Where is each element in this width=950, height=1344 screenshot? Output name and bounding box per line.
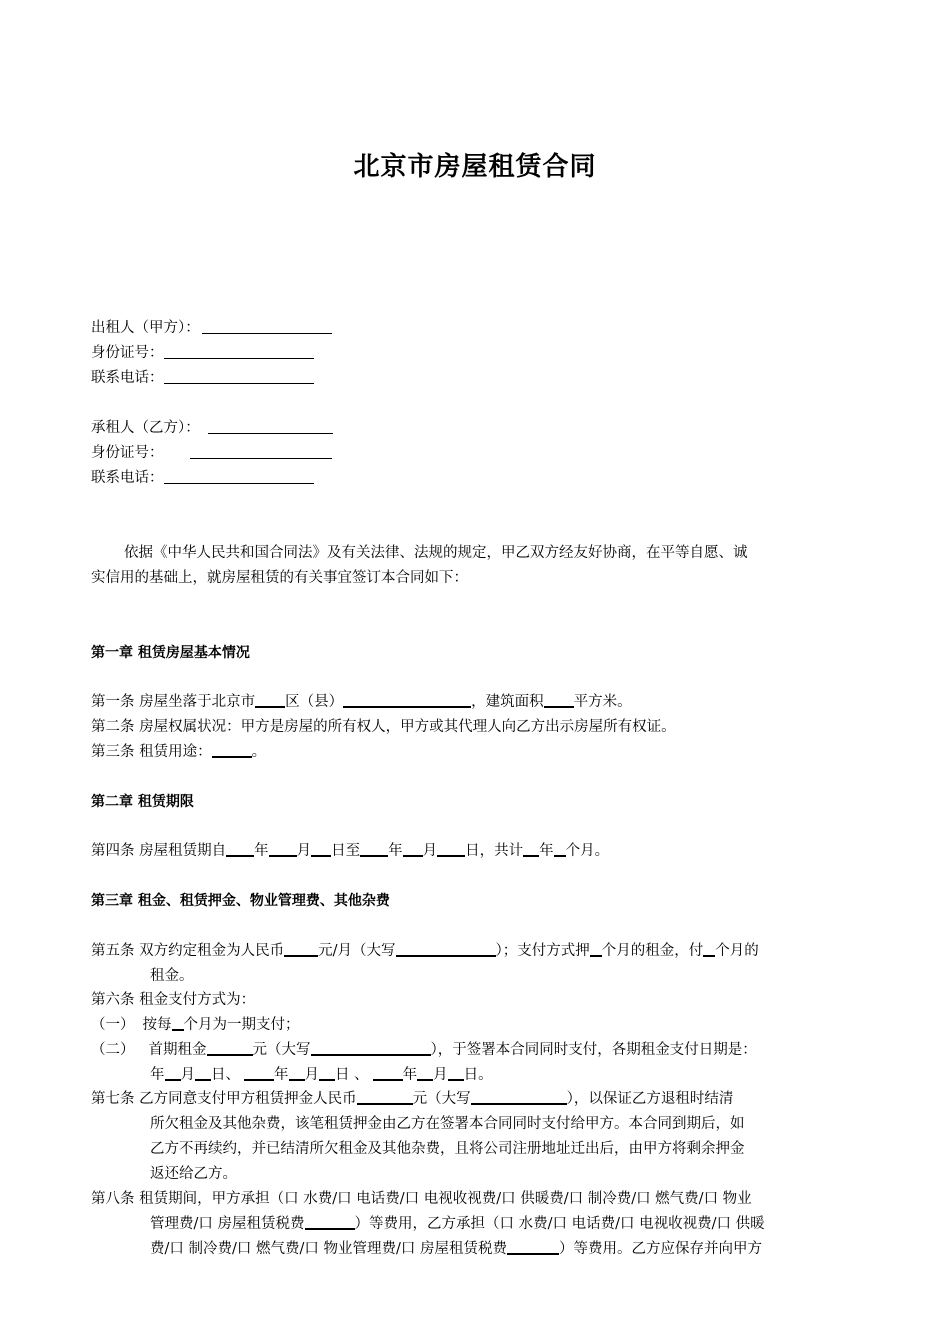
lessor-blank[interactable] (202, 319, 332, 334)
article-6: 第六条 租金支付方式为： (91, 992, 256, 1008)
date-text: 日 、 (335, 1067, 369, 1083)
lessee-id-line (91, 443, 332, 463)
preamble-line-2: 实信用的基础上，就房屋租赁的有关事宜签订本合同如下： (91, 570, 468, 586)
article-7-line-2: 所欠租金及其他杂费，该笔租赁押金由乙方在签署本合同同时支付给甲方。本合同到期后，如 (150, 1116, 745, 1132)
article-4-text: 第四条 房屋租赁期自 (91, 843, 227, 859)
article-4-text: 月 (296, 843, 312, 859)
article-1-text: ，建筑面积 (471, 694, 544, 710)
article-7-text: 元（大写 (412, 1091, 471, 1107)
lessee-id-label: 身份证号： (91, 445, 164, 461)
item-text: 元（大写 (252, 1042, 311, 1058)
article-5-line-2: 租金。 (150, 968, 194, 984)
article-3-text: 第三条 租赁用途： (91, 744, 212, 760)
article-3-text: 。 (251, 744, 267, 760)
article-5-text: 第五条 双方约定租金为人民币 (91, 943, 285, 959)
deposit-words-blank[interactable] (471, 1089, 567, 1105)
item-text: 个月为一期支付； (183, 1017, 300, 1033)
lessee-id-blank[interactable] (190, 444, 332, 459)
start-year-blank[interactable] (226, 841, 254, 857)
item-text: ），于签署本合同同时支付，各期租金支付日期是： (430, 1042, 757, 1058)
pay-months-blank[interactable] (703, 941, 715, 957)
district-blank[interactable] (255, 692, 285, 708)
article-3 (91, 742, 266, 762)
usage-blank[interactable] (212, 742, 252, 758)
item-number: （二） (91, 1042, 135, 1058)
lessee-label: 承租人（乙方）： (91, 420, 200, 436)
date-blank[interactable] (319, 1065, 335, 1081)
date-text: 日、 (211, 1067, 240, 1083)
end-day-blank[interactable] (437, 841, 465, 857)
total-month-blank[interactable] (554, 841, 566, 857)
item-text: 首期租金 (148, 1042, 207, 1058)
article-5-text: 个月的租金，付 (601, 943, 704, 959)
deposit-months-blank[interactable] (590, 941, 602, 957)
rent-amount-blank[interactable] (284, 941, 318, 957)
lessor-label: 出租人（甲方）： (91, 320, 200, 336)
date-text: 年 (150, 1067, 165, 1083)
article-2: 第二条 房屋权属状况：甲方是房屋的所有权人，甲方或其代理人向乙方出示房屋所有权证。 (91, 719, 676, 735)
article-8-line-3 (150, 1239, 762, 1259)
article-8-line-1: 第八条 租赁期间，甲方承担（口 水费/口 电话费/口 电视收视费/口 供暖费/口 制冷费/口 燃气费/口 物业 (91, 1191, 752, 1207)
document-title: 北京市房屋租赁合同 (353, 152, 597, 182)
lessee-phone-blank[interactable] (164, 469, 314, 484)
end-year-blank[interactable] (360, 841, 388, 857)
article-8-text: 费/口 制冷费/口 燃气费/口 物业管理费/口 房屋租赁税费 (150, 1241, 507, 1257)
article-8-text: 管理费/口 房屋租赁税费 (150, 1216, 305, 1232)
article-4-text: 日，共计 (465, 843, 524, 859)
lessee-phone-line (91, 468, 314, 488)
article-4-text: 年 (254, 843, 269, 859)
area-blank[interactable] (544, 692, 574, 708)
date-text: 月 (180, 1067, 195, 1083)
lessor-phone-blank[interactable] (164, 369, 314, 384)
date-blank[interactable] (373, 1065, 403, 1081)
date-blank[interactable] (165, 1065, 181, 1081)
lessor-phone-line (91, 368, 314, 388)
article-1-text: 第一条 房屋坐落于北京市 (91, 694, 256, 710)
article-8-text: ）等费用，乙方承担（口 水费/口 电话费/口 电视收视费/口 供暖 (354, 1216, 765, 1232)
lessee-tax-blank[interactable] (507, 1239, 559, 1255)
date-blank[interactable] (244, 1065, 274, 1081)
deposit-amount-blank[interactable] (357, 1089, 413, 1105)
lessor-id-line (91, 343, 314, 363)
chapter-3-heading: 第三章 租金、租赁押金、物业管理费、其他杂费 (91, 893, 390, 909)
article-5-text: 个月的 (715, 943, 759, 959)
lessor-line (91, 318, 332, 338)
lessor-tax-blank[interactable] (305, 1214, 355, 1230)
article-4-text: 月 (422, 843, 438, 859)
date-text: 月 (304, 1067, 319, 1083)
lessee-phone-label: 联系电话： (91, 470, 164, 486)
date-text: 年 (402, 1067, 418, 1083)
lessee-line (91, 418, 333, 438)
chapter-2-heading: 第二章 租赁期限 (91, 794, 194, 810)
date-text: 日。 (463, 1067, 493, 1083)
article-7 (91, 1089, 733, 1109)
start-day-blank[interactable] (311, 841, 331, 857)
lessee-blank[interactable] (208, 419, 333, 434)
item-number: （一） (91, 1017, 135, 1033)
article-8-line-2 (150, 1214, 765, 1234)
article-1-text: 区（县） (285, 694, 344, 710)
article-7-line-3: 乙方不再续约，并已结清所欠租金及其他杂费，且将公司注册地址迁出后，由甲方将剩余押金 (150, 1141, 745, 1157)
date-text: 月 (433, 1067, 448, 1083)
date-blank[interactable] (195, 1065, 211, 1081)
article-7-line-4: 返还给乙方。 (150, 1166, 237, 1182)
article-7-text: ），以保证乙方退租时结清 (566, 1091, 734, 1107)
period-months-blank[interactable] (172, 1015, 184, 1031)
article-4-text: 年 (388, 843, 403, 859)
chapter-1-heading: 第一章 租赁房屋基本情况 (91, 645, 250, 661)
address-blank[interactable] (343, 692, 471, 708)
article-5-text: ）；支付方式押 (495, 943, 590, 959)
article-4-text: 个月。 (565, 843, 610, 859)
end-month-blank[interactable] (403, 841, 423, 857)
article-8-text: ）等费用。乙方应保存并向甲方 (558, 1241, 762, 1257)
article-6-item-1 (91, 1015, 300, 1035)
article-5-text: 元/月（大写 (318, 943, 396, 959)
article-1 (91, 692, 632, 712)
lessor-id-label: 身份证号： (91, 345, 164, 361)
first-rent-blank[interactable] (207, 1040, 253, 1056)
preamble-line-1: 依据《中华人民共和国合同法》及有关法律、法规的规定，甲乙双方经友好协商，在平等自愿、诚 (124, 545, 748, 561)
item-text: 按每 (142, 1017, 172, 1033)
article-1-text: 平方米。 (573, 694, 632, 710)
article-4-text: 日至 (331, 843, 361, 859)
lessor-id-blank[interactable] (164, 344, 314, 359)
article-4 (91, 841, 609, 861)
rent-words-blank[interactable] (396, 941, 496, 957)
lessor-phone-label: 联系电话： (91, 370, 164, 386)
article-6-item-2 (91, 1040, 757, 1060)
article-4-text: 年 (539, 843, 554, 859)
date-blank[interactable] (289, 1065, 305, 1081)
date-text: 年 (274, 1067, 289, 1083)
article-5 (91, 941, 759, 961)
date-blank[interactable] (448, 1065, 464, 1081)
total-year-blank[interactable] (523, 841, 539, 857)
first-rent-words-blank[interactable] (311, 1040, 431, 1056)
start-month-blank[interactable] (269, 841, 297, 857)
article-7-text: 第七条 乙方同意支付甲方租赁押金人民币 (91, 1091, 357, 1107)
article-6-item-2-dates (150, 1065, 493, 1085)
date-blank[interactable] (417, 1065, 433, 1081)
